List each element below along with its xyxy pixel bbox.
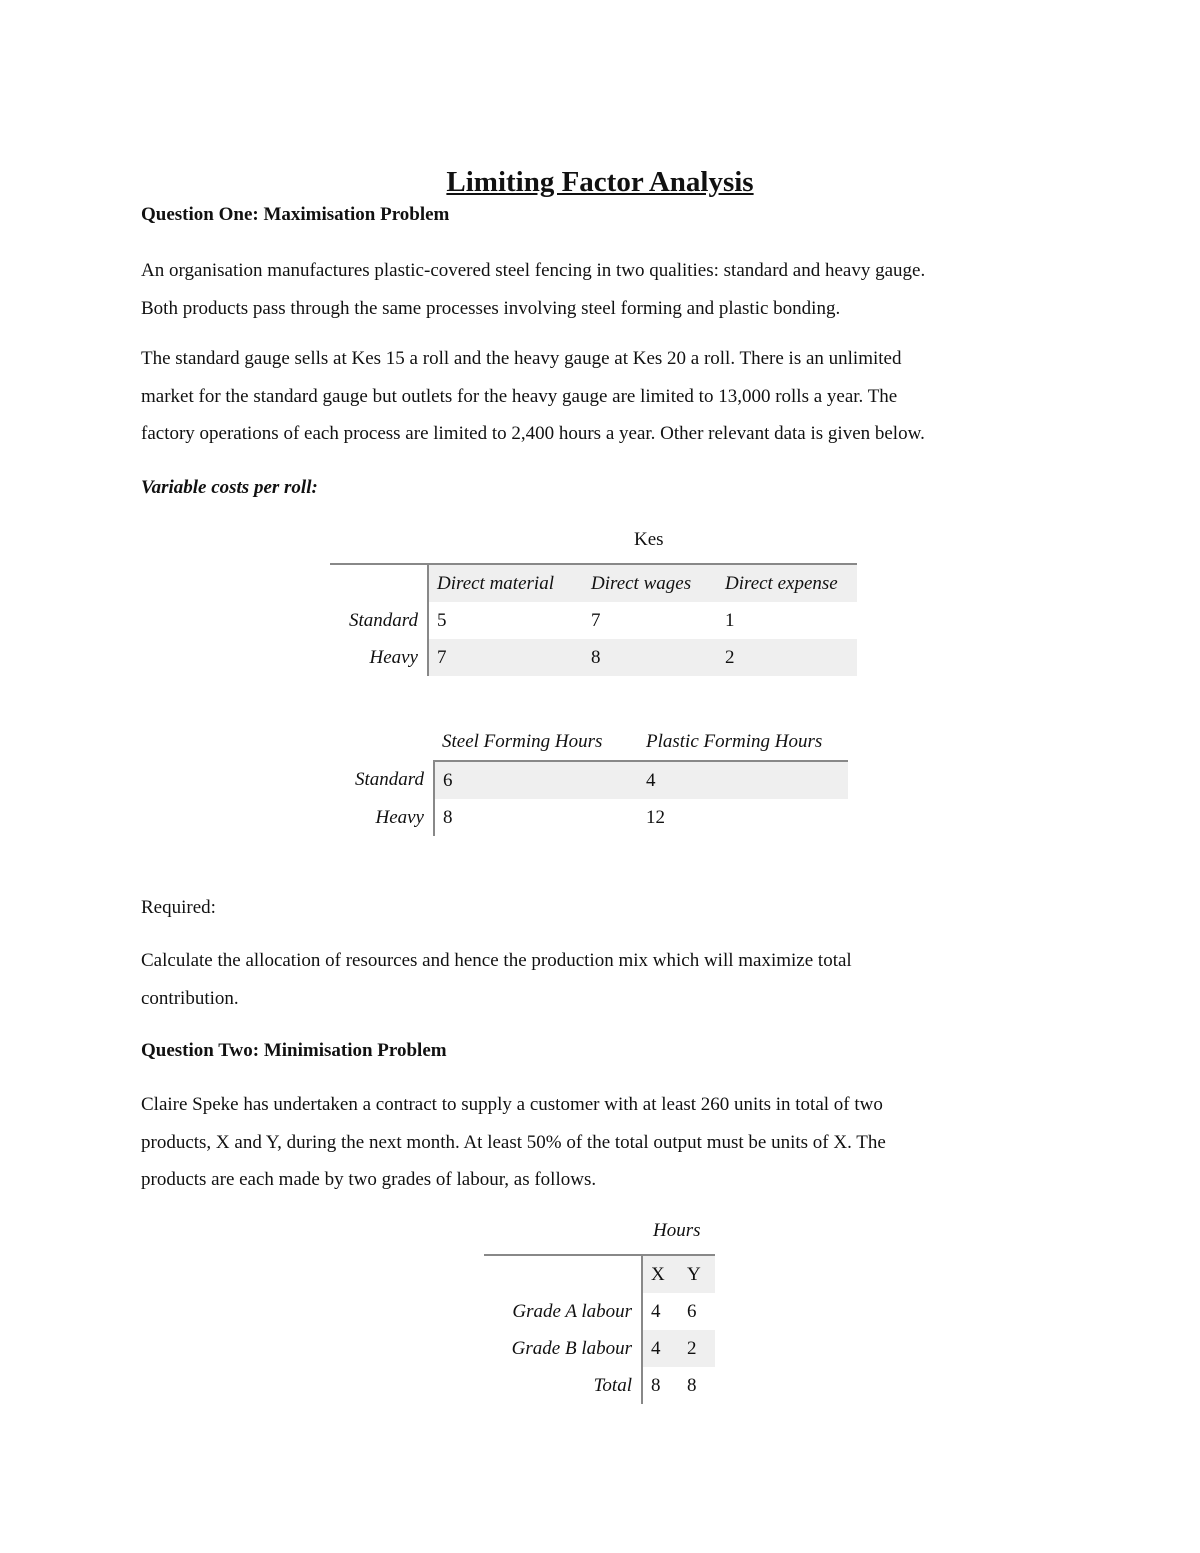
cost-table-header-row (330, 564, 857, 602)
table-cell: 4 (638, 761, 848, 799)
table-cell: 7 (428, 639, 583, 676)
header-direct-material: Direct material (428, 564, 583, 602)
table-row (338, 799, 848, 836)
table-cell: 8 (583, 639, 717, 676)
row-label-standard: Standard (338, 761, 434, 799)
required-label: Required: (141, 897, 216, 918)
table-row (484, 1367, 715, 1404)
hours-table-header-row (338, 723, 848, 761)
table-row (330, 602, 857, 639)
table-row (484, 1293, 715, 1330)
table-cell: 6 (687, 1300, 697, 1322)
table-cell: 8 (443, 806, 453, 828)
header-steel-forming-hours: Steel Forming Hours (434, 723, 638, 761)
header-direct-wages: Direct wages (583, 564, 717, 602)
labour-table-header-row (484, 1255, 715, 1293)
header-plastic-forming-hours: Plastic Forming Hours (638, 723, 848, 761)
q1-para1-line2: Both products pass through the same processes involving steel forming and plastic bonding. (141, 297, 841, 319)
row-label-grade-b: Grade B labour (484, 1330, 642, 1367)
table-cell: 2 (679, 1330, 715, 1367)
q1-para2-line1: The standard gauge sells at Kes 15 a roll and the heavy gauge at Kes 20 a roll. There is an unlimited (141, 348, 902, 369)
variable-cost-table (330, 563, 857, 676)
required-line-1: Calculate the allocation of resources and hence the production mix which will maximize total (141, 950, 852, 971)
cost-table-unit: Kes (634, 529, 664, 550)
forming-hours-table (338, 723, 848, 836)
q2-para-line2: products, X and Y, during the next month. At least 50% of the total output must be units of X. The (141, 1131, 886, 1153)
table-row (338, 761, 848, 799)
table-cell: 5 (437, 609, 447, 631)
row-label-standard: Standard (330, 602, 428, 639)
table-cell: 8 (687, 1374, 697, 1396)
q1-paragraph-1 (141, 252, 1071, 327)
q1-para2-line3: factory operations of each process are limited to 2,400 hours a year. Other relevant data is given below. (141, 423, 925, 444)
header-y: Y (679, 1255, 715, 1293)
q1-para1-line1: An organisation manufactures plastic-covered steel fencing in two qualities: standard and heavy gauge. (141, 260, 926, 281)
table-cell: 12 (646, 806, 665, 828)
labour-table-unit: Hours (653, 1220, 701, 1241)
required-line-2: contribution. (141, 987, 239, 1009)
row-label-grade-a: Grade A labour (484, 1293, 642, 1330)
variable-costs-heading: Variable costs per roll: (141, 477, 318, 498)
table-cell: 8 (651, 1374, 661, 1396)
q1-paragraph-2 (141, 340, 1071, 453)
header-direct-expense: Direct expense (717, 564, 857, 602)
table-cell: 1 (725, 609, 735, 631)
table-cell: 2 (717, 639, 857, 676)
q1-heading: Question One: Maximisation Problem (141, 204, 450, 225)
table-cell: 6 (434, 761, 638, 799)
table-row (484, 1330, 715, 1367)
header-x: X (642, 1255, 679, 1293)
row-label-heavy: Heavy (330, 639, 428, 676)
table-cell: 4 (642, 1330, 679, 1367)
q2-paragraph (141, 1086, 1071, 1199)
required-text (141, 942, 1071, 1017)
row-label-heavy: Heavy (338, 799, 434, 836)
q2-para-line1: Claire Speke has undertaken a contract to supply a customer with at least 260 units in total of two (141, 1094, 883, 1115)
labour-hours-table (484, 1254, 715, 1404)
q1-para2-line2: market for the standard gauge but outlets for the heavy gauge are limited to 13,000 rolls a year. The (141, 385, 898, 407)
table-row (330, 639, 857, 676)
document-title: Limiting Factor Analysis (446, 166, 754, 198)
row-label-total: Total (484, 1367, 642, 1404)
q2-heading: Question Two: Minimisation Problem (141, 1040, 447, 1061)
q2-para-line3: products are each made by two grades of labour, as follows. (141, 1169, 597, 1190)
table-cell: 7 (591, 609, 601, 631)
table-cell: 4 (651, 1300, 661, 1322)
